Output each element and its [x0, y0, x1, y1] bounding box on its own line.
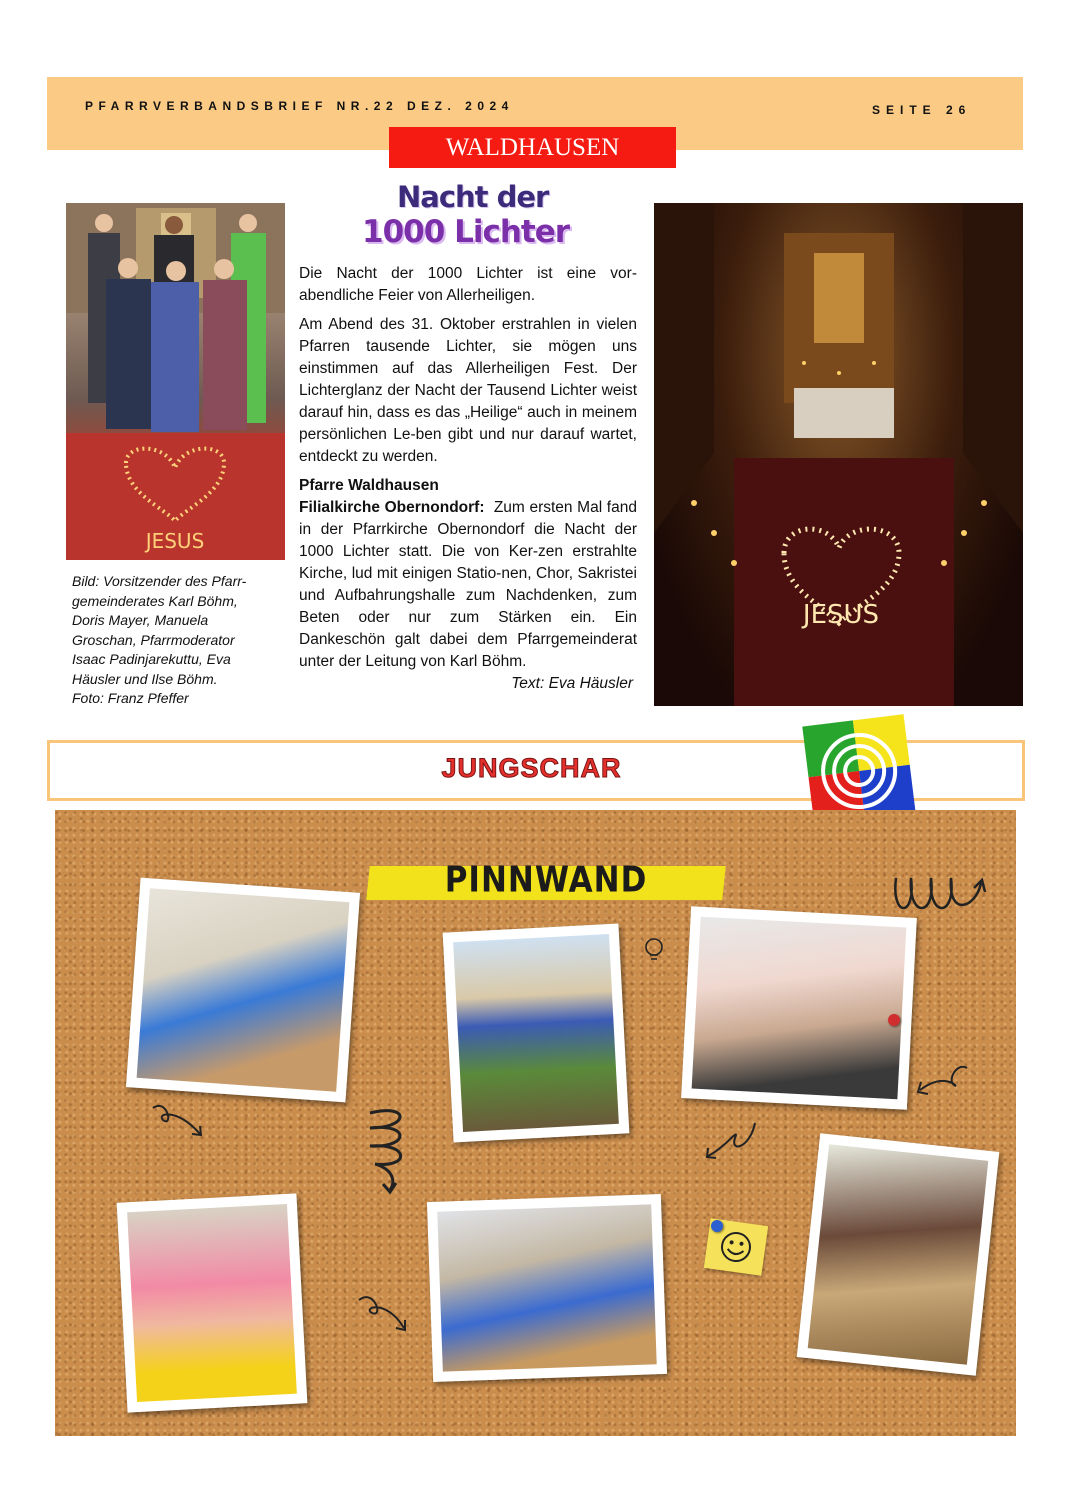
text-credit: Text: Eva Häusler — [511, 675, 633, 692]
caption-line: Groschan, Pfarrmoderator — [72, 631, 235, 648]
article-subheading: Filialkirche Obernondorf: — [299, 499, 485, 516]
arrow-doodle — [354, 1288, 414, 1338]
svg-text:JESUS: JESUS — [145, 529, 205, 553]
article-text: Zum ersten Mal fand in der Pfarrkirche Obernondorf die Nacht der 1000 Lichter statt. Die von Ker-zen erstrahlte Kirche, lud mit einigen Statio-nen, Chor, Sakristei und Aufbahrungshalle zum Nachdenken, zum Beten oder nur zum Stärken ein. Ein Dankeschön galt dabei dem Pfarrgemeinderat unter der Leitung von Karl Böhm. — [299, 499, 637, 670]
section-title: WALDHAUSEN — [389, 127, 676, 168]
caption-line: Bild: Vorsitzender des Pfarr- — [72, 573, 247, 589]
group-photo — [66, 203, 285, 560]
publication-title: PFARRVERBANDSBRIEF NR.22 DEZ. 2024 — [85, 99, 514, 113]
pinboard-photo-sunflower — [117, 1193, 308, 1412]
pinboard-photo-painting — [427, 1194, 667, 1382]
page-number: SEITE 26 — [872, 103, 972, 117]
arrow-doodle — [912, 1060, 970, 1102]
pinboard-photo-snacks — [681, 906, 917, 1110]
arrow-doodle — [700, 1118, 760, 1163]
article-title-line2: 1000 Lichter — [362, 214, 570, 250]
pinnwand-title: PINNWAND — [444, 859, 648, 901]
caption-line: Doris Mayer, Manuela — [72, 612, 209, 628]
church-candles-photo — [654, 203, 1023, 706]
article-paragraph: Die Nacht der 1000 Lichter ist eine vor-abendliche Feier von Allerheiligen. — [299, 265, 637, 304]
caption-line: Häusler und Ilse Böhm. — [72, 670, 218, 687]
svg-text:JESUS: JESUS — [802, 600, 880, 630]
article-heading: Pfarre Waldhausen — [299, 477, 439, 494]
pinboard-photo-harvest-craft — [797, 1133, 1000, 1376]
article-paragraph — [299, 497, 637, 692]
article-body — [299, 263, 637, 695]
lightbulb-icon — [640, 935, 668, 967]
push-pin — [711, 1220, 723, 1232]
swirl-arrow-doodle — [350, 1098, 425, 1198]
push-pin — [888, 1014, 900, 1026]
photo-caption — [72, 572, 282, 709]
pinboard-photo-window-frame — [443, 924, 630, 1143]
article-title-line1: Nacht der — [397, 180, 549, 214]
caption-line: gemeinderates Karl Böhm, — [72, 592, 238, 609]
swirl-arrow-doodle — [886, 858, 991, 933]
arrow-doodle — [148, 1098, 208, 1143]
caption-line: Isaac Padinjarekuttu, Eva — [72, 651, 231, 667]
caption-line: Foto: Franz Pfeffer — [72, 690, 189, 706]
jungschar-title: JUNGSCHAR — [441, 753, 622, 783]
article-paragraph: Am Abend des 31. Oktober erstrahlen in vielen Pfarren tausende Lichter, sie mögen uns einstimmen auf das Allerheiligen Fest. Der Lichterglanz der Nacht der Tausend Lichter weist darauf hin, dass es das „Heilige“ auch in meinem persönlichen Le-ben gibt und nur darauf wartet, entdeckt zu werden. — [299, 316, 637, 465]
pinboard-photo-crafting — [126, 878, 360, 1103]
